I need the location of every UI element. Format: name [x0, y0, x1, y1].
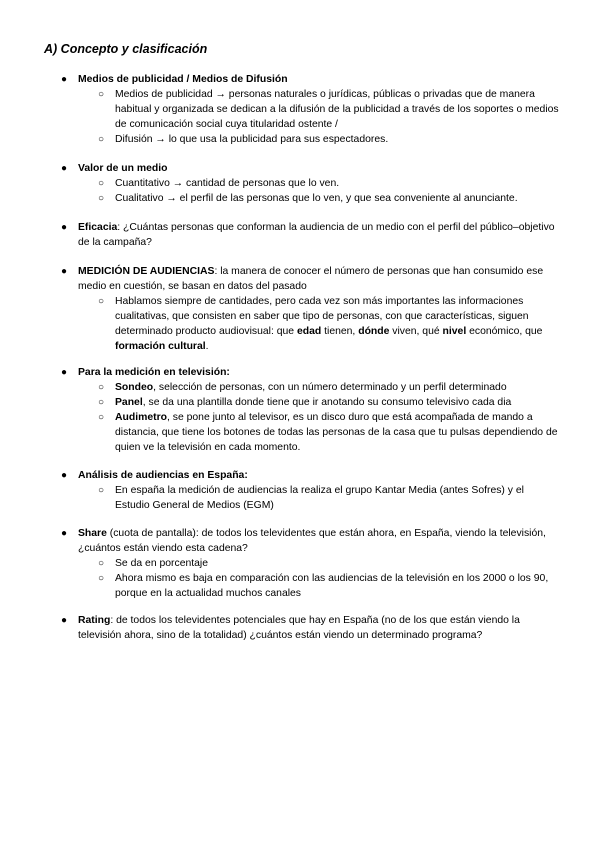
sub-item-text: Cuantitativo → cantidad de personas que lo ven.	[115, 178, 340, 189]
bold-term: Sondeo	[115, 382, 154, 393]
sub-bullet-item	[60, 483, 560, 513]
section-analisis-espana	[60, 468, 560, 513]
circle-bullet-icon: ○	[98, 193, 105, 204]
circle-bullet-icon: ○	[98, 178, 105, 189]
circle-bullet-icon: ○	[98, 412, 105, 423]
bold-term: dónde	[358, 326, 390, 337]
sub-bullet-item	[60, 410, 560, 455]
item-label: Share	[78, 528, 107, 539]
sub-item-text: Cualitativo → el perfil de las personas que lo ven, y que sea conveniente al anunciante.	[115, 193, 518, 204]
bullet-item	[60, 72, 560, 87]
circle-bullet-icon: ○	[98, 397, 105, 408]
item-text: (cuota de pantalla): de todos los televidentes que están ahora, en España, viendo la televisión, ¿cuántos están viendo esta cadena?	[78, 528, 546, 554]
circle-bullet-icon: ○	[98, 89, 105, 100]
section-heading: A) Concepto y clasificación	[44, 42, 208, 56]
bullet-item	[60, 365, 560, 380]
circle-bullet-icon: ○	[98, 382, 105, 393]
sub-bullet-item	[60, 87, 560, 132]
sub-item-text: Ahora mismo es baja en comparación con las audiencias de la televisión en los 2000 o los 90, porque en la actualidad muchos canales	[115, 573, 549, 599]
sub-item-text: .	[205, 341, 209, 352]
section-share	[60, 526, 560, 601]
bullet-item	[60, 220, 560, 250]
bold-term: formación cultural	[115, 341, 206, 352]
bullet-dot-icon: ●	[61, 367, 68, 378]
section-rating	[60, 613, 560, 643]
section-medios-publicidad	[60, 72, 560, 147]
sub-item-text: Difusión → lo que usa la publicidad para sus espectadores.	[115, 134, 389, 145]
circle-bullet-icon: ○	[98, 485, 105, 496]
bold-term: Panel	[115, 397, 143, 408]
bullet-dot-icon: ●	[61, 74, 68, 85]
bullet-item	[60, 613, 560, 643]
item-text: : la manera de conocer el número de personas que han consumido ese medio en cuestión, se basan en datos del pasado	[78, 266, 544, 292]
bold-term: nivel	[442, 326, 467, 337]
sub-bullet-item	[60, 395, 560, 410]
item-label: Análisis de audiencias en España:	[78, 470, 248, 481]
sub-item-text: económico, que	[466, 326, 543, 337]
sub-bullet-item	[60, 294, 560, 354]
sub-item-text: Hablamos siempre de cantidades, pero cada vez son más importantes las informaciones cualitativas, que consisten en saber que tipo de personas, con que características, siguen determinado producto audiovisual: que	[115, 296, 529, 337]
bullet-item	[60, 264, 560, 294]
sub-bullet-item	[60, 571, 560, 601]
sub-item-text: , se da una plantilla donde tiene que ir anotando su consumo televisivo cada dia	[142, 397, 512, 408]
sub-item-text: , selección de personas, con un número determinado y un perfil determinado	[153, 382, 507, 393]
sub-item-text: viven, qué	[389, 326, 443, 337]
bold-term: edad	[296, 326, 322, 337]
item-text: : de todos los televidentes potenciales que hay en España (no de los que están viendo la televisión ahora, sino de la totalidad) ¿cuántos están viendo un determinado programa?	[78, 615, 520, 641]
bullet-item	[60, 161, 560, 176]
bullet-dot-icon: ●	[61, 615, 68, 626]
bullet-item	[60, 468, 560, 483]
section-medicion-television	[60, 365, 560, 455]
section-eficacia	[60, 220, 560, 250]
bullet-dot-icon: ●	[61, 163, 68, 174]
section-medicion-audiencias	[60, 264, 560, 354]
bullet-dot-icon: ●	[61, 266, 68, 277]
item-label: Medios de publicidad / Medios de Difusión	[78, 74, 288, 85]
item-label: Valor de un medio	[78, 163, 168, 174]
item-text: : ¿Cuántas personas que conforman la audiencia de un medio con el perfil del público–objetivo de la campaña?	[78, 222, 555, 248]
sub-item-text: , se pone junto al televisor, es un disco duro que está acompañada de mando a distancia, que tiene los botones de todas las personas de la casa que tu pulsas dependiendo de quien ve la televisión en cada momento.	[115, 412, 558, 453]
bullet-dot-icon: ●	[61, 222, 68, 233]
item-label: Eficacia	[78, 222, 118, 233]
sub-bullet-item	[60, 380, 560, 395]
circle-bullet-icon: ○	[98, 296, 105, 307]
sub-item-text: tienen,	[321, 326, 359, 337]
item-label: Rating	[78, 615, 111, 626]
section-valor-medio	[60, 161, 560, 206]
bullet-dot-icon: ●	[61, 470, 68, 481]
item-label: MEDICIÓN DE AUDIENCIAS	[78, 266, 215, 277]
bullet-item	[60, 526, 560, 556]
sub-bullet-item	[60, 176, 560, 191]
item-label: Para la medición en televisión:	[78, 367, 230, 378]
circle-bullet-icon: ○	[98, 573, 105, 584]
sub-item-text: Se da en porcentaje	[115, 558, 209, 569]
sub-bullet-item	[60, 132, 560, 147]
bold-term: Audimetro	[115, 412, 167, 423]
circle-bullet-icon: ○	[98, 134, 105, 145]
sub-item-text: En españa la medición de audiencias la realiza el grupo Kantar Media (antes Sofres) y el Estudio General de Medios (EGM)	[115, 485, 524, 511]
sub-item-text: Medios de publicidad → personas naturales o jurídicas, públicas o privadas que de manera habitual y organizada se dedican a la difusión de la publicidad a través de los soportes o medios de comunicación social cuya titularidad ostente /	[115, 89, 559, 130]
bullet-dot-icon: ●	[61, 528, 68, 539]
circle-bullet-icon: ○	[98, 558, 105, 569]
sub-bullet-item	[60, 556, 560, 571]
sub-bullet-item	[60, 191, 560, 206]
